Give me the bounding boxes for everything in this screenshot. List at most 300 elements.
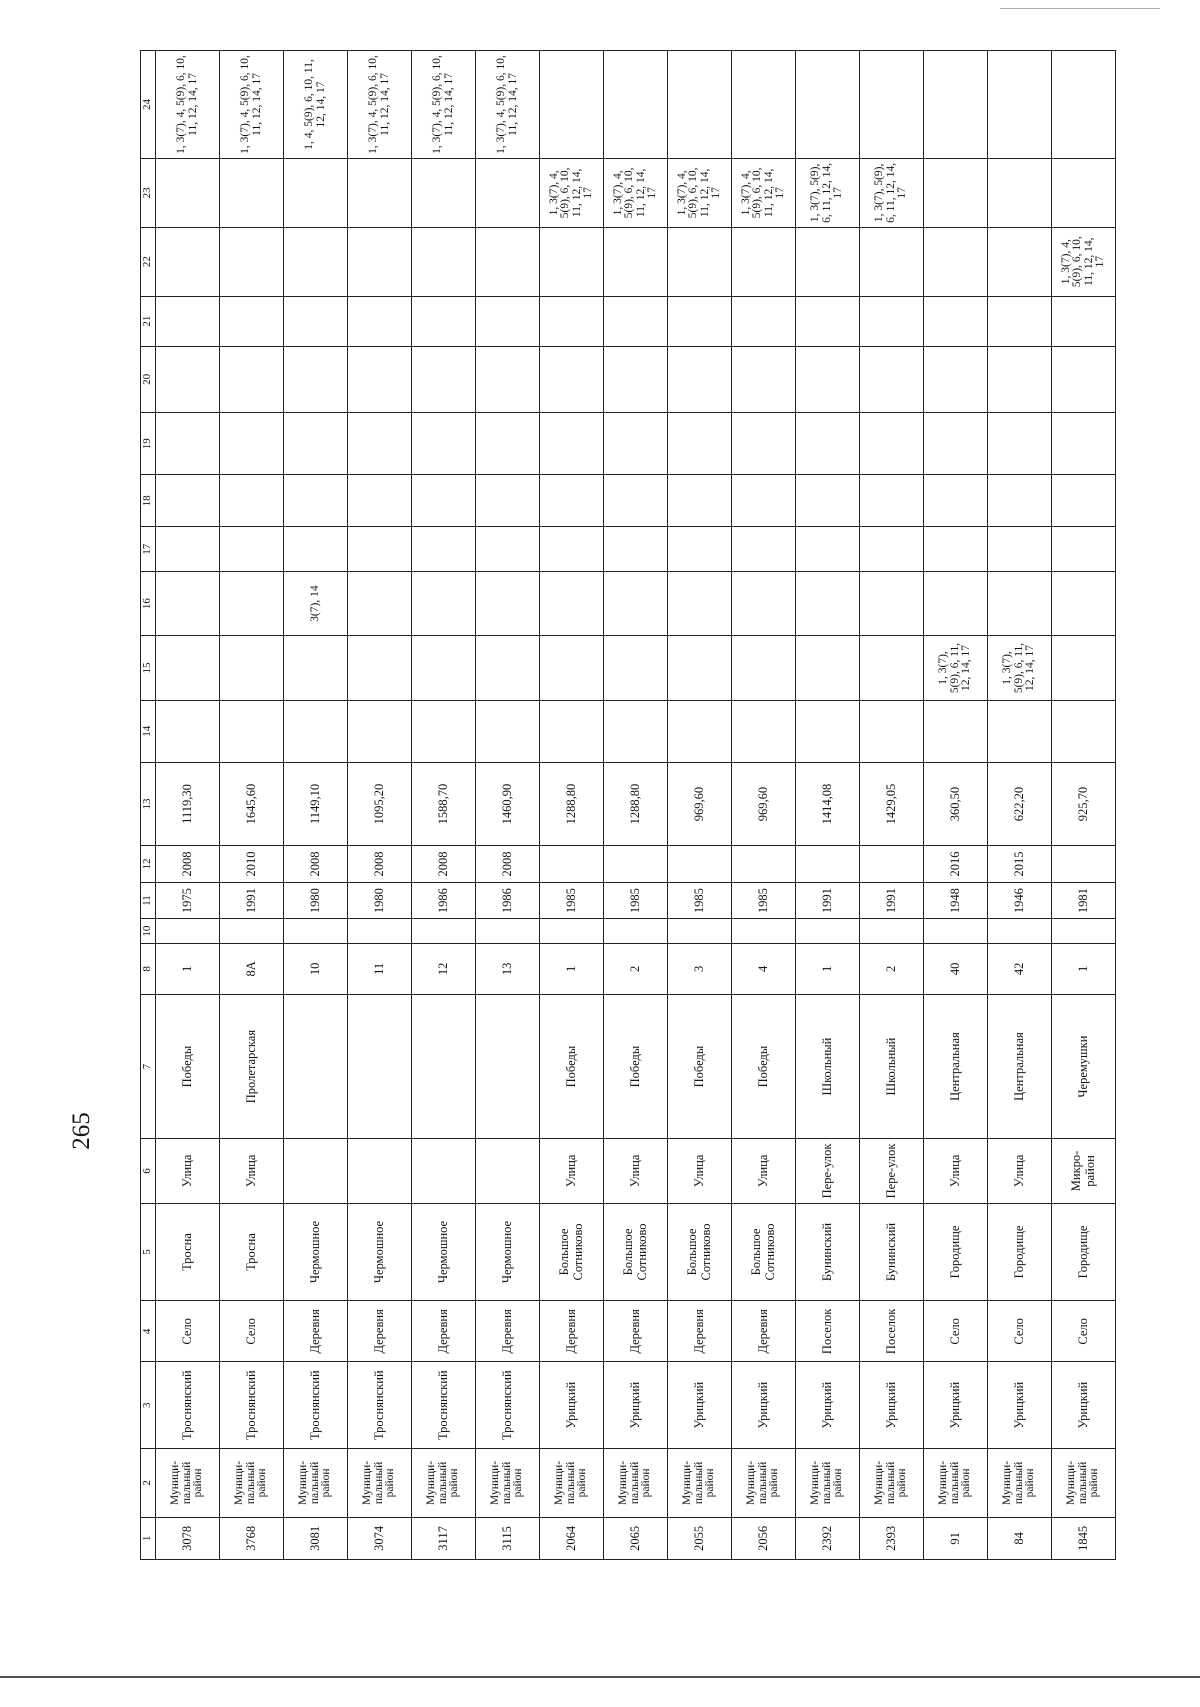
work-codes-col-21-cell bbox=[604, 296, 668, 346]
work-codes-col-24-cell bbox=[796, 51, 860, 159]
work-codes-col-20-cell bbox=[988, 346, 1052, 413]
record-id-cell: 91 bbox=[924, 1517, 988, 1559]
street-type-cell: Улица bbox=[156, 1139, 220, 1203]
table-row bbox=[732, 51, 796, 1560]
settlement-name-cell: Городище bbox=[988, 1203, 1052, 1301]
area-cell: 1119,30 bbox=[156, 762, 220, 845]
house-number-cell: 12 bbox=[412, 943, 476, 994]
settlement-type-cell: Село bbox=[156, 1301, 220, 1362]
work-codes-col-21-cell bbox=[412, 296, 476, 346]
work-codes-col-20-cell bbox=[220, 346, 284, 413]
settlement-name-cell: Бунинский bbox=[796, 1203, 860, 1301]
renovation-year-cell: 2010 bbox=[220, 846, 284, 883]
construction-year-cell: 1986 bbox=[476, 882, 540, 919]
work-codes-col-17-cell bbox=[796, 527, 860, 571]
table-row bbox=[668, 51, 732, 1560]
work-codes-col-19-cell bbox=[604, 413, 668, 475]
district-cell: Урицкий bbox=[1052, 1362, 1116, 1449]
house-number-cell: 13 bbox=[476, 943, 540, 994]
column-number-header: 22 bbox=[141, 227, 156, 296]
street-name-cell: Победы bbox=[604, 994, 668, 1138]
renovation-year-cell: 2008 bbox=[284, 846, 348, 883]
record-id-cell: 3768 bbox=[220, 1517, 284, 1559]
area-cell: 1149,10 bbox=[284, 762, 348, 845]
work-codes-col-20-cell bbox=[668, 346, 732, 413]
work-codes-col-15-cell bbox=[412, 636, 476, 700]
construction-year-cell: 1985 bbox=[540, 882, 604, 919]
area-cell: 1645,60 bbox=[220, 762, 284, 845]
work-codes-col-15-cell bbox=[156, 636, 220, 700]
work-codes-col-21-cell bbox=[668, 296, 732, 346]
settlement-name-cell: Городище bbox=[1052, 1203, 1116, 1301]
renovation-year-cell bbox=[604, 846, 668, 883]
column-number-header: 23 bbox=[141, 158, 156, 227]
municipality-type-cell: Муници-пальный район bbox=[220, 1448, 284, 1517]
work-codes-col-17-cell bbox=[540, 527, 604, 571]
work-codes-col-17-cell bbox=[860, 527, 924, 571]
work-codes-col-22-cell bbox=[860, 227, 924, 296]
settlement-type-cell: Деревня bbox=[540, 1301, 604, 1362]
street-type-cell: Улица bbox=[604, 1139, 668, 1203]
work-codes-col-16-cell bbox=[796, 571, 860, 635]
work-codes-col-23-cell bbox=[348, 158, 412, 227]
work-codes-col-18-cell bbox=[924, 475, 988, 527]
street-type-cell bbox=[348, 1139, 412, 1203]
work-codes-col-23-cell: 1, 3(7), 5(9), 6, 11, 12, 14, 17 bbox=[860, 158, 924, 227]
renovation-year-cell: 2016 bbox=[924, 846, 988, 883]
settlement-type-cell: Поселок bbox=[860, 1301, 924, 1362]
work-codes-col-21-cell bbox=[924, 296, 988, 346]
house-number-cell: 3 bbox=[668, 943, 732, 994]
work-codes-col-14-cell bbox=[540, 700, 604, 762]
house-number-cell: 4 bbox=[732, 943, 796, 994]
district-cell: Урицкий bbox=[860, 1362, 924, 1449]
street-name-cell bbox=[412, 994, 476, 1138]
work-codes-col-22-cell bbox=[284, 227, 348, 296]
table-row bbox=[924, 51, 988, 1560]
column-number-header: 12 bbox=[141, 846, 156, 883]
work-codes-col-20-cell bbox=[860, 346, 924, 413]
construction-year-cell: 1946 bbox=[988, 882, 1052, 919]
street-name-cell: Победы bbox=[732, 994, 796, 1138]
work-codes-col-19-cell bbox=[220, 413, 284, 475]
work-codes-col-18-cell bbox=[860, 475, 924, 527]
work-codes-col-20-cell bbox=[476, 346, 540, 413]
work-codes-col-21-cell bbox=[988, 296, 1052, 346]
work-codes-col-16-cell bbox=[860, 571, 924, 635]
construction-year-cell: 1985 bbox=[732, 882, 796, 919]
record-id-cell: 3078 bbox=[156, 1517, 220, 1559]
house-number-cell: 2 bbox=[860, 943, 924, 994]
work-codes-col-14-cell bbox=[412, 700, 476, 762]
work-codes-col-22-cell bbox=[476, 227, 540, 296]
work-codes-col-22-cell bbox=[668, 227, 732, 296]
construction-year-cell: 1975 bbox=[156, 882, 220, 919]
table-row bbox=[540, 51, 604, 1560]
record-id-cell: 3074 bbox=[348, 1517, 412, 1559]
page-number: 265 bbox=[68, 1112, 95, 1150]
area-cell: 1588,70 bbox=[412, 762, 476, 845]
work-codes-col-19-cell bbox=[156, 413, 220, 475]
work-codes-col-18-cell bbox=[988, 475, 1052, 527]
column-number-header: 6 bbox=[141, 1139, 156, 1203]
work-codes-col-21-cell bbox=[1052, 296, 1116, 346]
work-codes-col-23-cell bbox=[220, 158, 284, 227]
work-codes-col-18-cell bbox=[540, 475, 604, 527]
street-name-cell bbox=[348, 994, 412, 1138]
settlement-name-cell: Городище bbox=[924, 1203, 988, 1301]
work-codes-col-24-cell bbox=[668, 51, 732, 159]
work-codes-col-14-cell bbox=[732, 700, 796, 762]
work-codes-col-20-cell bbox=[348, 346, 412, 413]
settlement-type-cell: Деревня bbox=[732, 1301, 796, 1362]
work-codes-col-21-cell bbox=[284, 296, 348, 346]
work-codes-col-18-cell bbox=[476, 475, 540, 527]
work-codes-col-15-cell bbox=[860, 636, 924, 700]
renovation-year-cell bbox=[732, 846, 796, 883]
building-cell bbox=[412, 919, 476, 943]
work-codes-col-18-cell bbox=[1052, 475, 1116, 527]
work-codes-col-19-cell bbox=[988, 413, 1052, 475]
work-codes-col-19-cell bbox=[860, 413, 924, 475]
district-cell: Троснянский bbox=[156, 1362, 220, 1449]
settlement-name-cell: Тросна bbox=[220, 1203, 284, 1301]
work-codes-col-17-cell bbox=[668, 527, 732, 571]
street-name-cell: Школьный bbox=[860, 994, 924, 1138]
work-codes-col-15-cell bbox=[1052, 636, 1116, 700]
work-codes-col-22-cell: 1, 3(7), 4, 5(9), 6, 10, 11, 12, 14, 17 bbox=[1052, 227, 1116, 296]
column-number-header: 24 bbox=[141, 51, 156, 159]
work-codes-col-14-cell bbox=[220, 700, 284, 762]
building-cell bbox=[732, 919, 796, 943]
table-row bbox=[476, 51, 540, 1560]
record-id-cell: 84 bbox=[988, 1517, 1052, 1559]
district-cell: Урицкий bbox=[668, 1362, 732, 1449]
construction-year-cell: 1991 bbox=[220, 882, 284, 919]
work-codes-col-23-cell bbox=[412, 158, 476, 227]
column-number-header: 14 bbox=[141, 700, 156, 762]
district-cell: Троснянский bbox=[220, 1362, 284, 1449]
scan-bottom-edge bbox=[0, 1676, 1200, 1678]
settlement-type-cell: Деревня bbox=[348, 1301, 412, 1362]
area-cell: 969,60 bbox=[732, 762, 796, 845]
work-codes-col-24-cell bbox=[1052, 51, 1116, 159]
municipality-type-cell: Муници-пальный район bbox=[988, 1448, 1052, 1517]
building-cell bbox=[860, 919, 924, 943]
work-codes-col-16-cell bbox=[924, 571, 988, 635]
house-number-cell: 40 bbox=[924, 943, 988, 994]
work-codes-col-14-cell bbox=[668, 700, 732, 762]
column-number-header: 21 bbox=[141, 296, 156, 346]
work-codes-col-18-cell bbox=[796, 475, 860, 527]
work-codes-col-20-cell bbox=[732, 346, 796, 413]
column-number-header: 7 bbox=[141, 994, 156, 1138]
column-number-row bbox=[141, 51, 156, 1560]
work-codes-col-24-cell bbox=[924, 51, 988, 159]
table-row bbox=[412, 51, 476, 1560]
house-number-cell: 1 bbox=[156, 943, 220, 994]
street-type-cell: Пере-улок bbox=[796, 1139, 860, 1203]
renovation-year-cell bbox=[668, 846, 732, 883]
area-cell: 622,20 bbox=[988, 762, 1052, 845]
work-codes-col-14-cell bbox=[924, 700, 988, 762]
renovation-year-cell bbox=[860, 846, 924, 883]
settlement-name-cell: Чермошное bbox=[284, 1203, 348, 1301]
work-codes-col-17-cell bbox=[924, 527, 988, 571]
work-codes-col-18-cell bbox=[668, 475, 732, 527]
area-cell: 1288,80 bbox=[540, 762, 604, 845]
work-codes-col-22-cell bbox=[604, 227, 668, 296]
work-codes-col-21-cell bbox=[348, 296, 412, 346]
work-codes-col-14-cell bbox=[604, 700, 668, 762]
table-row bbox=[220, 51, 284, 1560]
renovation-year-cell: 2008 bbox=[156, 846, 220, 883]
house-number-cell: 2 bbox=[604, 943, 668, 994]
work-codes-col-23-cell: 1, 3(7), 4, 5(9), 6, 10, 11, 12, 14, 17 bbox=[540, 158, 604, 227]
settlement-type-cell: Деревня bbox=[412, 1301, 476, 1362]
work-codes-col-21-cell bbox=[476, 296, 540, 346]
construction-year-cell: 1985 bbox=[668, 882, 732, 919]
work-codes-col-18-cell bbox=[412, 475, 476, 527]
record-id-cell: 2393 bbox=[860, 1517, 924, 1559]
work-codes-col-24-cell: 1, 3(7), 4, 5(9), 6, 10, 11, 12, 14, 17 bbox=[476, 51, 540, 159]
renovation-year-cell: 2008 bbox=[476, 846, 540, 883]
work-codes-col-17-cell bbox=[348, 527, 412, 571]
work-codes-col-23-cell bbox=[476, 158, 540, 227]
building-cell bbox=[924, 919, 988, 943]
settlement-type-cell: Деревня bbox=[604, 1301, 668, 1362]
work-codes-col-15-cell: 1, 3(7), 5(9), 6, 11, 12, 14, 17 bbox=[924, 636, 988, 700]
municipality-type-cell: Муници-пальный район bbox=[924, 1448, 988, 1517]
work-codes-col-23-cell bbox=[284, 158, 348, 227]
work-codes-col-22-cell bbox=[924, 227, 988, 296]
building-cell bbox=[540, 919, 604, 943]
work-codes-col-23-cell bbox=[156, 158, 220, 227]
table-row bbox=[156, 51, 220, 1560]
construction-year-cell: 1991 bbox=[860, 882, 924, 919]
table-row bbox=[348, 51, 412, 1560]
work-codes-col-16-cell bbox=[988, 571, 1052, 635]
work-codes-col-20-cell bbox=[1052, 346, 1116, 413]
street-name-cell: Победы bbox=[540, 994, 604, 1138]
renovation-year-cell bbox=[1052, 846, 1116, 883]
street-name-cell: Школьный bbox=[796, 994, 860, 1138]
record-id-cell: 2064 bbox=[540, 1517, 604, 1559]
house-number-cell: 8А bbox=[220, 943, 284, 994]
house-number-cell: 42 bbox=[988, 943, 1052, 994]
column-number-header: 11 bbox=[141, 882, 156, 919]
construction-year-cell: 1985 bbox=[604, 882, 668, 919]
building-cell bbox=[604, 919, 668, 943]
work-codes-col-18-cell bbox=[284, 475, 348, 527]
work-codes-col-16-cell bbox=[604, 571, 668, 635]
work-codes-col-16-cell: 3(7), 14 bbox=[284, 571, 348, 635]
work-codes-col-16-cell bbox=[732, 571, 796, 635]
column-number-header: 1 bbox=[141, 1517, 156, 1559]
work-codes-col-21-cell bbox=[796, 296, 860, 346]
area-cell: 360,50 bbox=[924, 762, 988, 845]
work-codes-col-19-cell bbox=[796, 413, 860, 475]
municipality-type-cell: Муници-пальный район bbox=[668, 1448, 732, 1517]
work-codes-col-19-cell bbox=[284, 413, 348, 475]
work-codes-col-15-cell bbox=[796, 636, 860, 700]
work-codes-col-23-cell bbox=[1052, 158, 1116, 227]
work-codes-col-24-cell bbox=[988, 51, 1052, 159]
work-codes-col-19-cell bbox=[540, 413, 604, 475]
work-codes-col-19-cell bbox=[924, 413, 988, 475]
district-cell: Урицкий bbox=[988, 1362, 1052, 1449]
district-cell: Урицкий bbox=[540, 1362, 604, 1449]
construction-year-cell: 1980 bbox=[348, 882, 412, 919]
scan-edge-line bbox=[1000, 8, 1160, 9]
work-codes-col-16-cell bbox=[412, 571, 476, 635]
settlement-name-cell: Бунинский bbox=[860, 1203, 924, 1301]
work-codes-col-17-cell bbox=[220, 527, 284, 571]
building-cell bbox=[220, 919, 284, 943]
street-name-cell bbox=[284, 994, 348, 1138]
work-codes-col-19-cell bbox=[668, 413, 732, 475]
area-cell: 1288,80 bbox=[604, 762, 668, 845]
work-codes-col-17-cell bbox=[604, 527, 668, 571]
work-codes-col-14-cell bbox=[988, 700, 1052, 762]
area-cell: 1460,90 bbox=[476, 762, 540, 845]
work-codes-col-24-cell: 1, 3(7), 4, 5(9), 6, 10, 11, 12, 14, 17 bbox=[156, 51, 220, 159]
record-id-cell: 3115 bbox=[476, 1517, 540, 1559]
renovation-year-cell: 2015 bbox=[988, 846, 1052, 883]
street-type-cell: Улица bbox=[220, 1139, 284, 1203]
work-codes-col-17-cell bbox=[412, 527, 476, 571]
settlement-name-cell: Большое Сотниково bbox=[732, 1203, 796, 1301]
work-codes-col-14-cell bbox=[860, 700, 924, 762]
settlement-type-cell: Поселок bbox=[796, 1301, 860, 1362]
table-row bbox=[1052, 51, 1116, 1560]
work-codes-col-16-cell bbox=[540, 571, 604, 635]
settlement-type-cell: Село bbox=[924, 1301, 988, 1362]
record-id-cell: 3117 bbox=[412, 1517, 476, 1559]
street-type-cell: Улица bbox=[540, 1139, 604, 1203]
house-number-cell: 1 bbox=[796, 943, 860, 994]
work-codes-col-17-cell bbox=[1052, 527, 1116, 571]
district-cell: Урицкий bbox=[732, 1362, 796, 1449]
work-codes-col-24-cell: 1, 3(7), 4, 5(9), 6, 10, 11, 12, 14, 17 bbox=[412, 51, 476, 159]
work-codes-col-15-cell bbox=[604, 636, 668, 700]
work-codes-col-22-cell bbox=[796, 227, 860, 296]
settlement-type-cell: Деревня bbox=[668, 1301, 732, 1362]
settlement-type-cell: Деревня bbox=[476, 1301, 540, 1362]
settlement-name-cell: Чермошное bbox=[412, 1203, 476, 1301]
work-codes-col-18-cell bbox=[348, 475, 412, 527]
building-cell bbox=[796, 919, 860, 943]
municipality-type-cell: Муници-пальный район bbox=[284, 1448, 348, 1517]
rotated-table-container bbox=[140, 50, 1106, 1560]
municipality-type-cell: Муници-пальный район bbox=[604, 1448, 668, 1517]
work-codes-col-16-cell bbox=[476, 571, 540, 635]
work-codes-col-16-cell bbox=[1052, 571, 1116, 635]
district-cell: Троснянский bbox=[284, 1362, 348, 1449]
work-codes-col-15-cell bbox=[220, 636, 284, 700]
area-cell: 925,70 bbox=[1052, 762, 1116, 845]
housing-register-table bbox=[140, 50, 1116, 1560]
street-type-cell: Пере-улок bbox=[860, 1139, 924, 1203]
district-cell: Троснянский bbox=[476, 1362, 540, 1449]
work-codes-col-23-cell: 1, 3(7), 4, 5(9), 6, 10, 11, 12, 14, 17 bbox=[604, 158, 668, 227]
work-codes-col-23-cell: 1, 3(7), 5(9), 6, 11, 12, 14, 17 bbox=[796, 158, 860, 227]
work-codes-col-17-cell bbox=[284, 527, 348, 571]
municipality-type-cell: Муници-пальный район bbox=[156, 1448, 220, 1517]
area-cell: 1429,05 bbox=[860, 762, 924, 845]
renovation-year-cell: 2008 bbox=[412, 846, 476, 883]
work-codes-col-22-cell bbox=[412, 227, 476, 296]
street-name-cell bbox=[476, 994, 540, 1138]
record-id-cell: 2065 bbox=[604, 1517, 668, 1559]
table-row bbox=[860, 51, 924, 1560]
municipality-type-cell: Муници-пальный район bbox=[412, 1448, 476, 1517]
column-number-header: 5 bbox=[141, 1203, 156, 1301]
building-cell bbox=[156, 919, 220, 943]
district-cell: Урицкий bbox=[604, 1362, 668, 1449]
column-number-header: 18 bbox=[141, 475, 156, 527]
street-type-cell: Улица bbox=[732, 1139, 796, 1203]
municipality-type-cell: Муници-пальный район bbox=[732, 1448, 796, 1517]
work-codes-col-20-cell bbox=[924, 346, 988, 413]
work-codes-col-14-cell bbox=[796, 700, 860, 762]
district-cell: Урицкий bbox=[796, 1362, 860, 1449]
street-name-cell: Пролетарская bbox=[220, 994, 284, 1138]
district-cell: Урицкий bbox=[924, 1362, 988, 1449]
work-codes-col-20-cell bbox=[540, 346, 604, 413]
municipality-type-cell: Муници-пальный район bbox=[540, 1448, 604, 1517]
municipality-type-cell: Муници-пальный район bbox=[476, 1448, 540, 1517]
work-codes-col-16-cell bbox=[156, 571, 220, 635]
work-codes-col-20-cell bbox=[156, 346, 220, 413]
work-codes-col-15-cell bbox=[348, 636, 412, 700]
renovation-year-cell bbox=[540, 846, 604, 883]
column-number-header: 4 bbox=[141, 1301, 156, 1362]
work-codes-col-18-cell bbox=[604, 475, 668, 527]
house-number-cell: 10 bbox=[284, 943, 348, 994]
settlement-name-cell: Большое Сотниково bbox=[604, 1203, 668, 1301]
table-row bbox=[284, 51, 348, 1560]
settlement-name-cell: Тросна bbox=[156, 1203, 220, 1301]
column-number-header: 19 bbox=[141, 413, 156, 475]
work-codes-col-18-cell bbox=[156, 475, 220, 527]
work-codes-col-22-cell bbox=[348, 227, 412, 296]
construction-year-cell: 1948 bbox=[924, 882, 988, 919]
house-number-cell: 1 bbox=[1052, 943, 1116, 994]
work-codes-col-22-cell bbox=[732, 227, 796, 296]
construction-year-cell: 1980 bbox=[284, 882, 348, 919]
work-codes-col-23-cell: 1, 3(7), 4, 5(9), 6, 10, 11, 12, 14, 17 bbox=[668, 158, 732, 227]
work-codes-col-16-cell bbox=[668, 571, 732, 635]
work-codes-col-21-cell bbox=[156, 296, 220, 346]
work-codes-col-14-cell bbox=[348, 700, 412, 762]
work-codes-col-17-cell bbox=[988, 527, 1052, 571]
work-codes-col-15-cell bbox=[476, 636, 540, 700]
building-cell bbox=[348, 919, 412, 943]
work-codes-col-19-cell bbox=[412, 413, 476, 475]
work-codes-col-21-cell bbox=[860, 296, 924, 346]
settlement-name-cell: Чермошное bbox=[476, 1203, 540, 1301]
municipality-type-cell: Муници-пальный район bbox=[348, 1448, 412, 1517]
work-codes-col-20-cell bbox=[604, 346, 668, 413]
work-codes-col-23-cell bbox=[924, 158, 988, 227]
street-type-cell bbox=[412, 1139, 476, 1203]
work-codes-col-19-cell bbox=[1052, 413, 1116, 475]
record-id-cell: 3081 bbox=[284, 1517, 348, 1559]
work-codes-col-15-cell: 1, 3(7), 5(9), 6, 11, 12, 14, 17 bbox=[988, 636, 1052, 700]
work-codes-col-19-cell bbox=[476, 413, 540, 475]
area-cell: 1095,20 bbox=[348, 762, 412, 845]
